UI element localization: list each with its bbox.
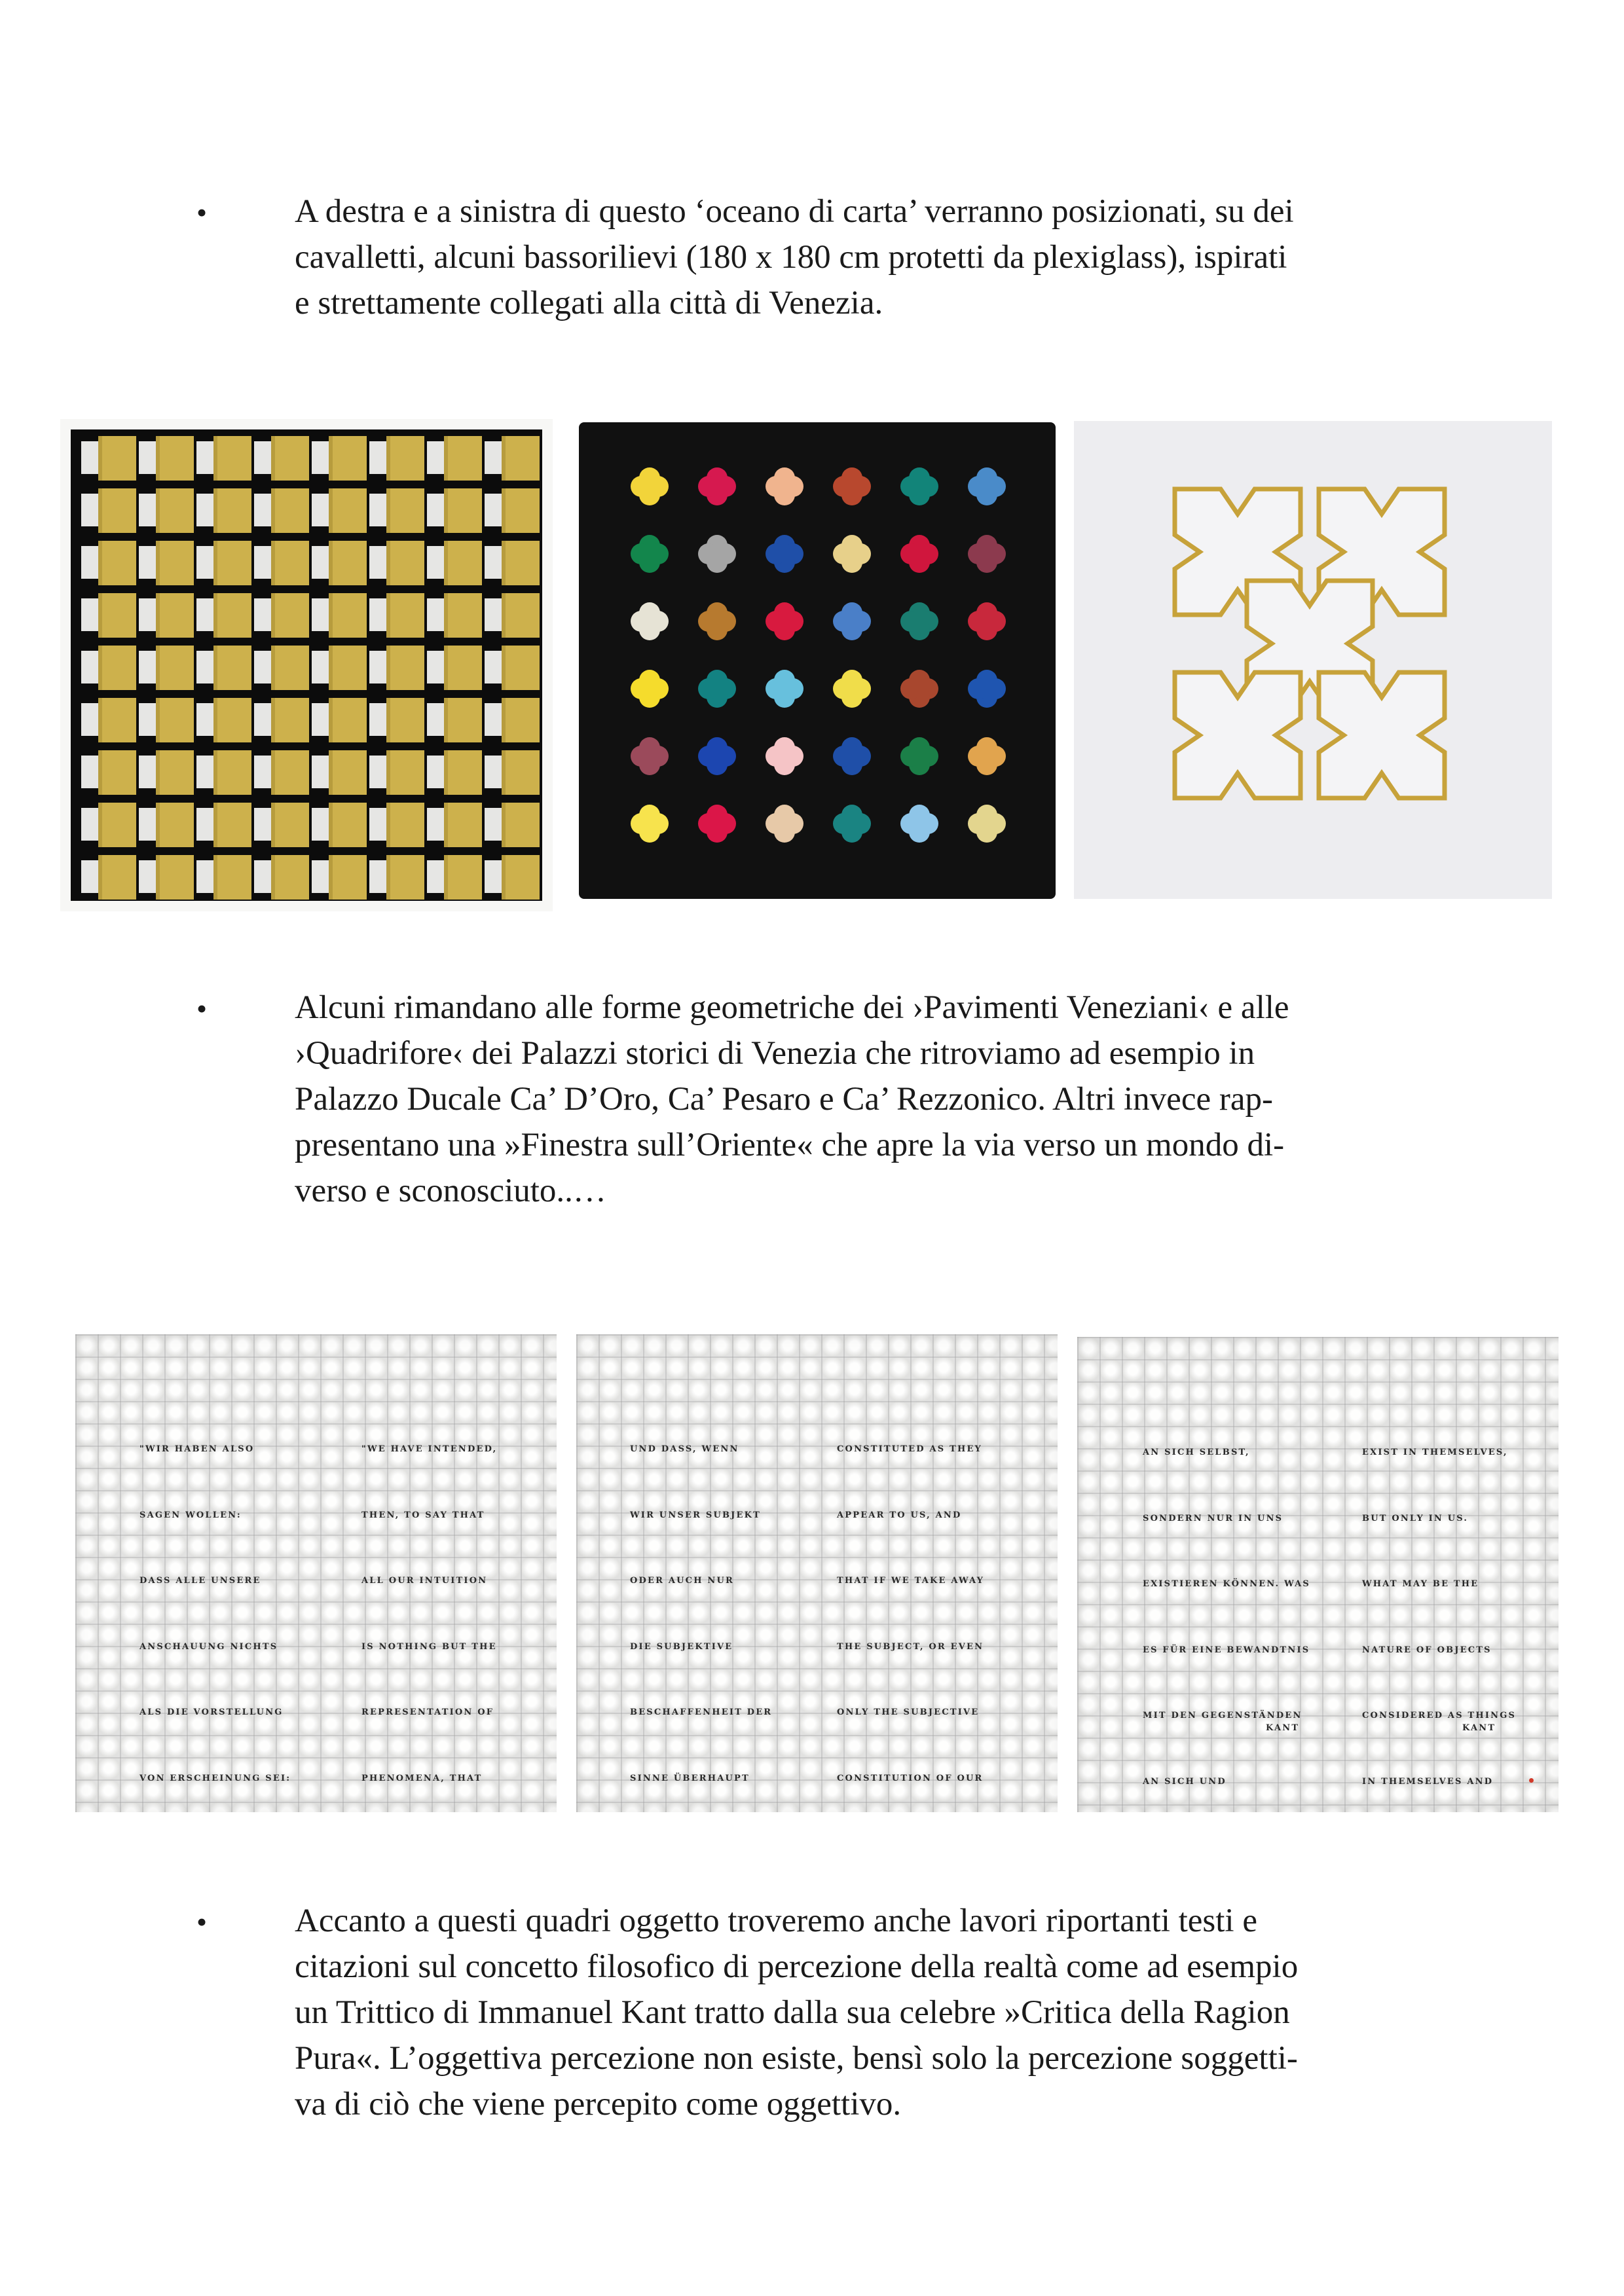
gold-leaf-block — [271, 646, 309, 690]
gold-leaf-block — [386, 436, 424, 481]
gold-leaf-block — [444, 436, 482, 481]
kant-column-english — [361, 1394, 502, 1812]
kant-line: "WIR HABEN ALSO — [139, 1444, 255, 1454]
text-line: ›Quadrifore‹ dei Palazzi storici di Venezia che ritroviamo ad esempio in — [295, 1035, 1255, 1072]
gold-shadow-edge — [156, 855, 160, 900]
gold-shadow-edge — [271, 803, 275, 847]
kant-column-german — [1143, 1398, 1312, 1812]
gold-shadow-edge — [156, 593, 160, 638]
gold-leaf-block — [156, 436, 194, 481]
gold-shadow-edge — [444, 488, 448, 533]
quatrefoil-center — [911, 815, 928, 832]
kant-line: AN SICH UND — [1143, 1776, 1227, 1787]
quatrefoil-center — [709, 748, 726, 765]
quatrefoil-center — [843, 478, 860, 495]
gold-leaf-block — [271, 750, 309, 795]
gold-leaf-block — [444, 646, 482, 690]
quatrefoil-center — [776, 748, 793, 765]
gold-shadow-edge — [502, 750, 506, 795]
gold-shadow-edge — [98, 803, 102, 847]
paragraph-kant — [295, 1898, 1439, 2127]
gold-leaf-block — [502, 488, 540, 533]
text-line: Accanto a questi quadri oggetto troveremo anche lavori riportanti testi e — [295, 1903, 1257, 1939]
gold-leaf-block — [156, 855, 194, 900]
gold-shadow-edge — [329, 436, 333, 481]
gold-leaf-block — [502, 750, 540, 795]
gold-leaf-block — [329, 436, 367, 481]
quatrefoil-center — [911, 748, 928, 765]
kant-line: EXIST IN THEMSELVES, — [1362, 1448, 1508, 1457]
gold-shadow-edge — [213, 803, 217, 847]
gold-leaf-block — [329, 855, 367, 900]
gold-shadow-edge — [502, 646, 506, 690]
kant-line: THAT IF WE TAKE AWAY — [837, 1576, 985, 1586]
gold-leaf-block — [502, 436, 540, 481]
kant-signature-english: KANT — [1462, 1723, 1496, 1733]
gold-leaf-block — [386, 750, 424, 795]
artwork-star-relief — [1074, 421, 1552, 899]
gold-leaf-block — [444, 541, 482, 585]
gold-shadow-edge — [386, 593, 390, 638]
gold-shadow-edge — [213, 436, 217, 481]
gold-shadow-edge — [156, 541, 160, 585]
gold-shadow-edge — [329, 593, 333, 638]
gold-leaf-block — [444, 803, 482, 847]
gold-leaf-block — [98, 593, 136, 638]
quatrefoil-center — [641, 748, 658, 765]
gold-leaf-block — [386, 646, 424, 690]
gold-shadow-edge — [386, 750, 390, 795]
text-line: citazioni sul concetto filosofico di percezione della realtà come ad esempio — [295, 1948, 1299, 1985]
gold-leaf-block — [386, 541, 424, 585]
text-line: e strettamente collegati alla città di Venezia. — [295, 285, 883, 321]
gold-leaf-block — [444, 750, 482, 795]
text-line: cavalletti, alcuni bassorilievi (180 x 180 cm protetti da plexiglass), ispirati — [295, 239, 1287, 276]
gold-leaf-block — [213, 593, 251, 638]
gold-leaf-block — [502, 541, 540, 585]
gold-leaf-block — [329, 698, 367, 742]
gold-leaf-block — [213, 436, 251, 481]
gold-leaf-block — [156, 698, 194, 742]
gold-leaf-block — [329, 593, 367, 638]
gold-shadow-edge — [156, 698, 160, 742]
kant-line: BUT ONLY IN US. — [1362, 1513, 1469, 1523]
gold-shadow-edge — [98, 855, 102, 900]
kant-column-german — [630, 1394, 783, 1812]
gold-shadow-edge — [444, 593, 448, 638]
gold-leaf-block — [502, 593, 540, 638]
text-line: Pura«. L’oggettiva percezione non esiste, bensì solo la percezione soggetti- — [295, 2040, 1298, 2077]
bullet-marker: • — [196, 992, 208, 1025]
quatrefoil-center — [776, 680, 793, 697]
gold-leaf-block — [98, 855, 136, 900]
gold-shadow-edge — [271, 698, 275, 742]
gold-shadow-edge — [213, 541, 217, 585]
kant-line: SAGEN WOLLEN: — [139, 1510, 242, 1520]
gold-leaf-block — [329, 541, 367, 585]
quatrefoil-center — [843, 613, 860, 630]
gold-shadow-edge — [502, 541, 506, 585]
gold-leaf-block — [213, 488, 251, 533]
quatrefoil-center — [641, 613, 658, 630]
star-cross-relief — [1074, 421, 1552, 899]
paragraph-bassorilievi — [295, 189, 1439, 326]
quatrefoil-center — [978, 613, 995, 630]
artwork-quatrefoils — [579, 422, 1056, 899]
quatrefoil-center — [978, 680, 995, 697]
gold-shadow-edge — [444, 750, 448, 795]
gold-shadow-edge — [156, 750, 160, 795]
gold-leaf-block — [98, 646, 136, 690]
kant-line: WIR UNSER SUBJEKT — [630, 1510, 762, 1520]
kant-line: NATURE OF OBJECTS — [1362, 1645, 1492, 1655]
gold-shadow-edge — [502, 855, 506, 900]
gold-leaf-block — [386, 488, 424, 533]
gold-leaf-block — [502, 855, 540, 900]
gold-leaf-block — [156, 593, 194, 638]
gold-shadow-edge — [271, 541, 275, 585]
gold-shadow-edge — [213, 593, 217, 638]
gold-shadow-edge — [156, 488, 160, 533]
gold-leaf-block — [213, 750, 251, 795]
gold-shadow-edge — [98, 541, 102, 585]
kant-line: ALL OUR INTUITION — [361, 1576, 488, 1586]
gold-shadow-edge — [386, 698, 390, 742]
gold-leaf-block — [329, 750, 367, 795]
quatrefoil-center — [776, 545, 793, 562]
gold-shadow-edge — [329, 803, 333, 847]
gold-leaf-block — [156, 750, 194, 795]
gold-shadow-edge — [98, 436, 102, 481]
gold-leaf-block — [271, 593, 309, 638]
text-line: Palazzo Ducale Ca’ D’Oro, Ca’ Pesaro e Ca’ Rezzonico. Altri invece rap- — [295, 1081, 1273, 1118]
gold-shadow-edge — [444, 436, 448, 481]
gold-leaf-block — [271, 698, 309, 742]
quatrefoil-center — [843, 748, 860, 765]
gold-leaf-block — [98, 436, 136, 481]
gold-shadow-edge — [444, 646, 448, 690]
gold-shadow-edge — [386, 646, 390, 690]
gold-shadow-edge — [98, 698, 102, 742]
quatrefoil-center — [911, 545, 928, 562]
gold-grid-relief — [60, 419, 553, 911]
quatrefoil-center — [978, 545, 995, 562]
gold-leaf-block — [386, 698, 424, 742]
kant-panel-1 — [75, 1334, 557, 1812]
text-line: A destra e a sinistra di questo ‘oceano di carta’ verranno posizionati, su dei — [295, 193, 1294, 230]
kant-column-english — [837, 1394, 997, 1812]
gold-shadow-edge — [329, 646, 333, 690]
gold-leaf-block — [213, 646, 251, 690]
kant-line: CONSTITUTION OF OUR — [837, 1773, 984, 1783]
kant-line: APPEAR TO US, AND — [837, 1510, 962, 1520]
gold-leaf-block — [156, 488, 194, 533]
gold-leaf-block — [444, 593, 482, 638]
quatrefoil-center — [911, 478, 928, 495]
gold-shadow-edge — [329, 541, 333, 585]
kant-line: MIT DEN GEGENSTÄNDEN — [1143, 1711, 1302, 1721]
kant-line: SINNE ÜBERHAUPT — [630, 1773, 750, 1783]
quatrefoil-center — [641, 680, 658, 697]
gold-shadow-edge — [329, 698, 333, 742]
gold-shadow-edge — [98, 646, 102, 690]
kant-line: UND DASS, WENN — [630, 1444, 739, 1454]
gold-shadow-edge — [271, 593, 275, 638]
quatrefoil-center — [843, 815, 860, 832]
gold-leaf-block — [271, 803, 309, 847]
gold-leaf-block — [386, 593, 424, 638]
kant-line: ALS DIE VORSTELLUNG — [139, 1707, 284, 1717]
quatrefoil-center — [641, 478, 658, 495]
kant-signature-german: KANT — [1266, 1723, 1300, 1733]
gold-leaf-block — [98, 488, 136, 533]
gold-leaf-block — [329, 646, 367, 690]
kant-line: CONSTITUTED AS THEY — [837, 1444, 983, 1454]
quatrefoil-center — [978, 478, 995, 495]
gold-shadow-edge — [329, 750, 333, 795]
gold-shadow-edge — [502, 436, 506, 481]
gold-leaf-block — [271, 436, 309, 481]
gold-shadow-edge — [502, 698, 506, 742]
kant-line: IS NOTHING BUT THE — [361, 1641, 497, 1652]
text-line: va di ciò che viene percepito come oggettivo. — [295, 2086, 902, 2123]
quatrefoil-relief — [579, 422, 1056, 899]
gold-shadow-edge — [213, 488, 217, 533]
gold-shadow-edge — [213, 646, 217, 690]
bullet-marker: • — [196, 1905, 208, 1939]
gold-leaf-block — [444, 698, 482, 742]
text-line: verso e sconosciuto..… — [295, 1173, 606, 1209]
gold-shadow-edge — [444, 698, 448, 742]
gold-shadow-edge — [213, 750, 217, 795]
gold-shadow-edge — [386, 488, 390, 533]
quatrefoil-center — [709, 815, 726, 832]
gold-leaf-block — [98, 698, 136, 742]
gold-shadow-edge — [271, 436, 275, 481]
quatrefoil-center — [843, 680, 860, 697]
gold-shadow-edge — [98, 593, 102, 638]
gold-leaf-block — [502, 803, 540, 847]
gold-shadow-edge — [386, 855, 390, 900]
kant-line: PHENOMENA, THAT — [361, 1773, 483, 1783]
quatrefoil-center — [709, 545, 726, 562]
kant-line: IN THEMSELVES AND — [1362, 1776, 1494, 1787]
kant-line: REPRESENTATION OF — [361, 1707, 494, 1717]
gold-shadow-edge — [386, 803, 390, 847]
gold-leaf-block — [98, 750, 136, 795]
gold-shadow-edge — [386, 541, 390, 585]
gold-leaf-block — [444, 488, 482, 533]
quatrefoil-center — [978, 815, 995, 832]
quatrefoil-center — [911, 613, 928, 630]
gold-shadow-edge — [271, 488, 275, 533]
quatrefoil-center — [911, 680, 928, 697]
gold-shadow-edge — [444, 855, 448, 900]
gold-leaf-block — [502, 698, 540, 742]
gold-shadow-edge — [98, 750, 102, 795]
kant-line: ODER AUCH NUR — [630, 1576, 735, 1586]
kant-line: VON ERSCHEINUNG SEI: — [139, 1773, 291, 1783]
gold-leaf-block — [271, 855, 309, 900]
quatrefoil-center — [776, 815, 793, 832]
gold-shadow-edge — [271, 750, 275, 795]
kant-line: SONDERN NUR IN UNS — [1143, 1513, 1283, 1523]
quatrefoil-center — [709, 613, 726, 630]
gold-shadow-edge — [502, 803, 506, 847]
gold-shadow-edge — [156, 646, 160, 690]
red-dot-mark — [1529, 1778, 1534, 1783]
kant-column-german — [139, 1394, 294, 1812]
gold-leaf-block — [444, 855, 482, 900]
text-line: Alcuni rimandano alle forme geometriche dei ›Pavimenti Veneziani‹ e alle — [295, 989, 1289, 1026]
gold-shadow-edge — [213, 698, 217, 742]
gold-leaf-block — [156, 803, 194, 847]
kant-line: WHAT MAY BE THE — [1362, 1579, 1479, 1589]
gold-leaf-block — [98, 541, 136, 585]
kant-line: THEN, TO SAY THAT — [361, 1510, 485, 1520]
quatrefoil-center — [776, 478, 793, 495]
kant-line: DASS ALLE UNSERE — [139, 1576, 261, 1586]
kant-line: CONSIDERED AS THINGS — [1362, 1711, 1517, 1721]
gold-shadow-edge — [271, 646, 275, 690]
bullet-marker: • — [196, 196, 208, 229]
quatrefoil-center — [776, 613, 793, 630]
kant-line: ONLY THE SUBJECTIVE — [837, 1707, 980, 1717]
gold-shadow-edge — [502, 488, 506, 533]
quatrefoil-center — [978, 748, 995, 765]
gold-shadow-edge — [444, 803, 448, 847]
gold-shadow-edge — [156, 436, 160, 481]
gold-leaf-block — [156, 646, 194, 690]
gold-shadow-edge — [502, 593, 506, 638]
kant-line: AN SICH SELBST, — [1143, 1448, 1250, 1457]
kant-panel-3 — [1077, 1337, 1559, 1812]
gold-shadow-edge — [213, 855, 217, 900]
gold-leaf-block — [386, 855, 424, 900]
quatrefoil-center — [641, 815, 658, 832]
text-line: un Trittico di Immanuel Kant tratto dalla sua celebre »Critica della Ragion — [295, 1994, 1290, 2031]
gold-leaf-block — [271, 541, 309, 585]
gold-leaf-block — [329, 803, 367, 847]
gold-leaf-block — [98, 803, 136, 847]
kant-column-english — [1362, 1398, 1521, 1812]
gold-shadow-edge — [329, 855, 333, 900]
kant-line: ANSCHAUUNG NICHTS — [139, 1641, 278, 1652]
gold-shadow-edge — [444, 541, 448, 585]
gold-shadow-edge — [98, 488, 102, 533]
kant-line: EXISTIEREN KÖNNEN. WAS — [1143, 1579, 1310, 1589]
kant-line: ES FÜR EINE BEWANDTNIS — [1143, 1645, 1310, 1655]
text-line: presentano una »Finestra sull’Oriente« che apre la via verso un mondo di- — [295, 1127, 1285, 1163]
gold-shadow-edge — [271, 855, 275, 900]
artwork-gold-grid — [60, 419, 553, 911]
gold-leaf-block — [213, 855, 251, 900]
paragraph-pavimenti — [295, 985, 1439, 1214]
quatrefoil-center — [843, 545, 860, 562]
gold-leaf-block — [156, 541, 194, 585]
gold-shadow-edge — [386, 436, 390, 481]
gold-leaf-block — [213, 698, 251, 742]
gold-leaf-block — [213, 541, 251, 585]
kant-panel-2 — [576, 1334, 1058, 1812]
kant-line: BESCHAFFENHEIT DER — [630, 1707, 773, 1717]
quatrefoil-center — [709, 478, 726, 495]
kant-line: THE SUBJECT, OR EVEN — [837, 1641, 984, 1652]
kant-line: DIE SUBJEKTIVE — [630, 1641, 733, 1652]
gold-shadow-edge — [156, 803, 160, 847]
gold-leaf-block — [329, 488, 367, 533]
gold-shadow-edge — [329, 488, 333, 533]
kant-line: "WE HAVE INTENDED, — [361, 1444, 498, 1454]
gold-leaf-block — [502, 646, 540, 690]
gold-leaf-block — [271, 488, 309, 533]
gold-leaf-block — [386, 803, 424, 847]
quatrefoil-center — [641, 545, 658, 562]
quatrefoil-center — [709, 680, 726, 697]
gold-leaf-block — [213, 803, 251, 847]
